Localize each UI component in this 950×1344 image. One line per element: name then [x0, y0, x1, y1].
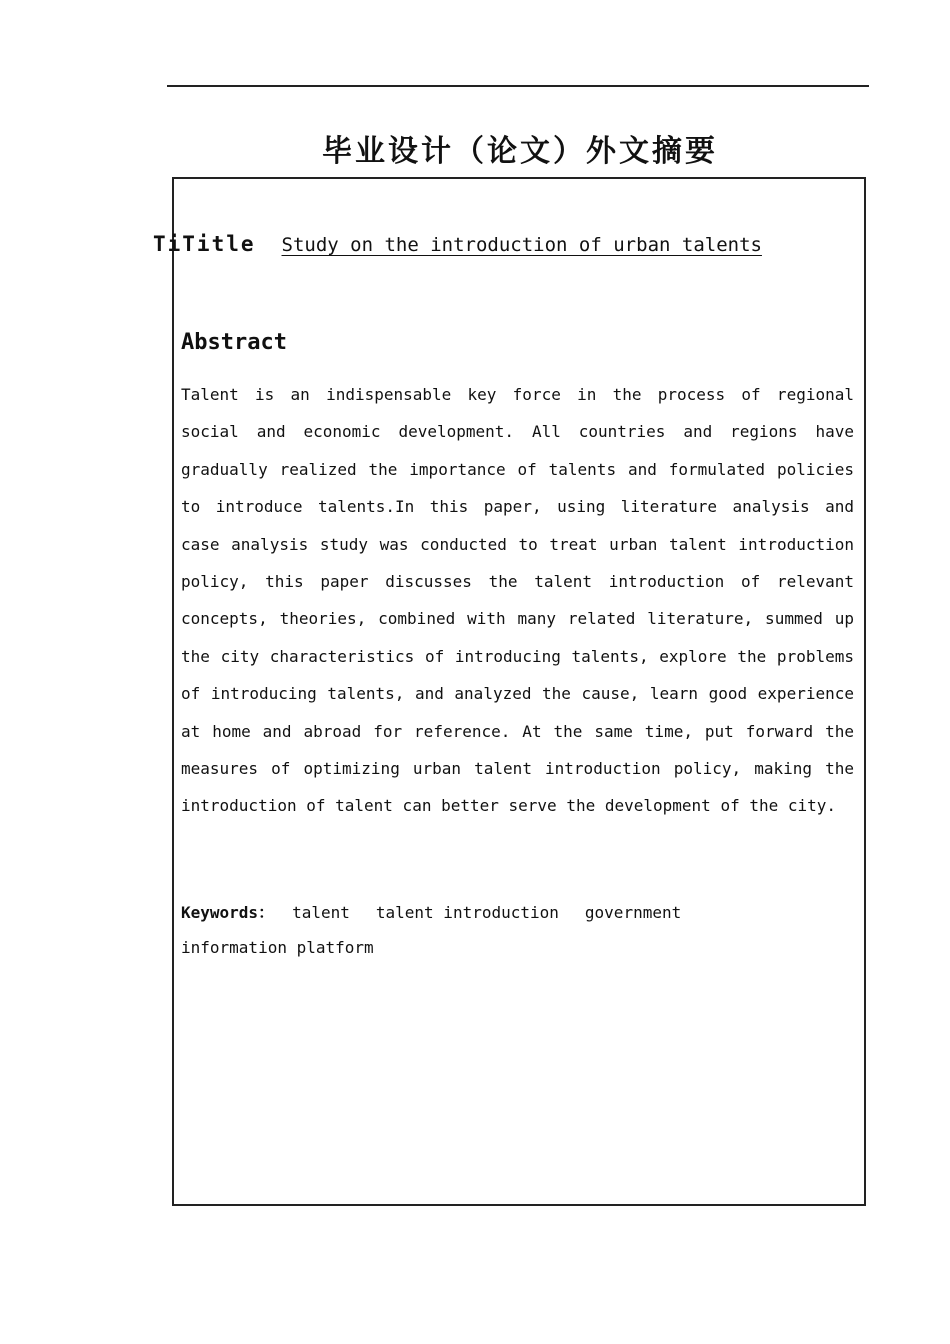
keyword-item: information platform	[181, 938, 374, 957]
title-row	[153, 232, 762, 256]
document-heading: 毕业设计（论文）外文摘要	[322, 134, 718, 169]
keywords-label: Keywords：	[181, 903, 275, 922]
title-label: TiTitle	[153, 232, 256, 256]
abstract-heading: Abstract	[181, 330, 287, 355]
header-rule	[167, 85, 869, 87]
abstract-body: Talent is an indispensable key force in the process of regional social and economic development. All countries and regions have gradually realized the importance of talents and formulated policies to introduce talents.In this paper, using literature analysis and case analysis study was conducted to treat urban talent introduction policy, this paper discusses the talent introduction of relevant concepts, theories, combined with many related literature, summed up the city characteristics of introducing talents, explore the problems of introducing talents, and analyzed the cause, learn good experience at home and abroad for reference. At the same time, put forward the measures of optimizing urban talent introduction policy, making the introduction of talent can better serve the development of the city.	[181, 385, 854, 816]
keywords-section	[181, 895, 854, 965]
keyword-item: government	[584, 903, 682, 922]
title-value: Study on the introduction of urban talents	[281, 234, 762, 256]
keyword-item: talent	[292, 903, 350, 922]
keyword-item: talent introduction	[375, 903, 559, 922]
